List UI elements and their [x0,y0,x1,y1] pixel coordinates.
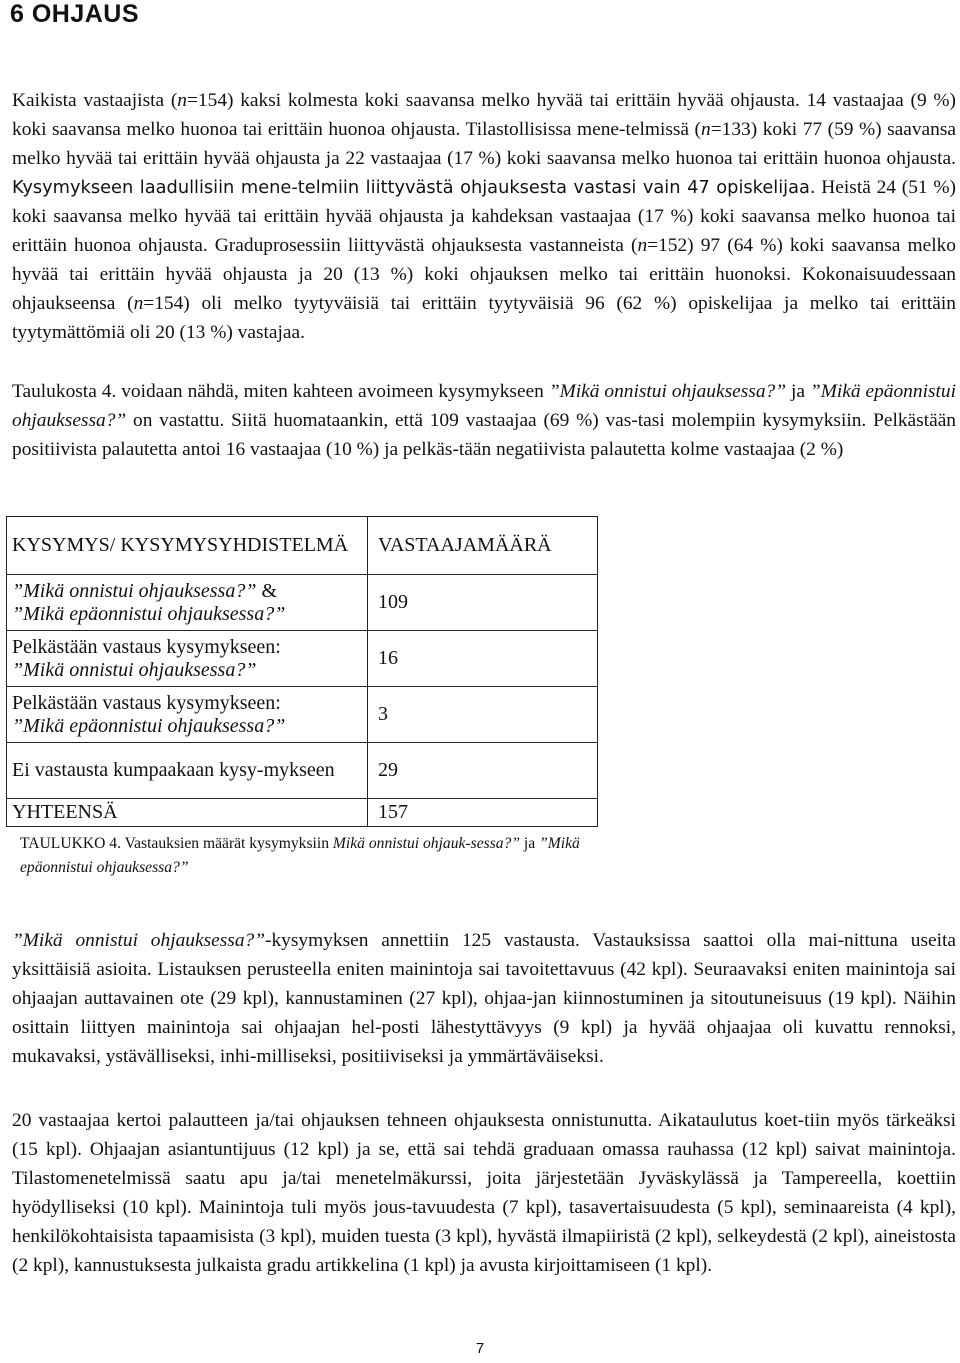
table-total-row: YHTEENSÄ 157 [7,799,598,827]
row-value: 16 [368,631,598,687]
table-row: Pelkästään vastaus kysymykseen: ”Mikä epäonnistui ohjauksessa?” 3 [7,687,598,743]
table-row: ”Mikä onnistui ohjauksessa?” & ”Mikä epäonnistui ohjauksessa?” 109 [7,575,598,631]
table-intro-paragraph: Taulukosta 4. voidaan nähdä, miten kahteen avoimeen kysymykseen ”Mikä onnistui ohjauksessa?” ja ”Mikä epäonnistui ohjauksessa?” on vastattu. Siitä huomataankin, että 109 vastaajaa (69 %) vas-tasi molempiin kysymyksiin. Pelkästään positiivista palautetta antoi 16 vastaajaa (10 %) ja pelkäs-tään negatiivista palautetta kolme vastaajaa (2 %) [12,381,956,460]
row-value: 29 [368,743,598,799]
row-value: 109 [368,575,598,631]
header-question: KYSYMYS/ KYSYMYSYHDISTELMÄ [7,517,368,575]
page-heading: 6 OHJAUS [10,0,140,28]
sans-sentence: Kysymykseen laadullisiin mene-telmiin liittyvästä ohjauksesta vastasi vain 47 opiskelijaa. [12,177,816,198]
page-number: 7 [475,1340,485,1357]
row-value: 157 [368,799,598,827]
responses-table [6,516,598,827]
row-value: 3 [368,687,598,743]
intro-paragraph: Kaikista vastaajista (n=154) kaksi kolmesta koki saavansa melko hyvää tai erittäin hyvää ohjausta. 14 vastaajaa (9 %) koki saavansa melko huonoa tai erittäin huonoa ohjausta. Tilastollisissa mene-telmissä (n=133) koki 77 (59 %) saavansa melko hyvää tai erittäin hyvää ohjausta ja 22 vastaajaa (17 %) koki saavansa melko huonoa tai erittäin huonoa ohjausta. Kysymykseen laadullisiin mene-telmiin liittyvästä ohjauksesta vastasi vain 47 opiskelijaa. Heistä 24 (51 %) koki saavansa melko hyvää tai erittäin hyvää ohjausta ja kahdeksan vastaajaa (17 %) koki saavansa melko huonoa tai erittäin huonoa ohjausta. Graduprosessiin liittyvästä ohjauksesta vastanneista (n=152) 97 (64 %) koki saavansa melko hyvää tai erittäin hyvää ohjausta ja 20 (13 %) koki ohjauksen melko tai erittäin huonoksi. Kokonaisuudessaan ohjaukseensa (n=154) oli melko tyytyväisiä tai erittäin tyytyväisiä 96 (62 %) opiskelijaa ja melko tai erittäin tyytymättömiä oli 20 (13 %) vastajaa. [12,90,957,343]
positive-feedback-paragraph: ”Mikä onnistui ohjauksessa?”-kysymyksen annettiin 125 vastausta. Vastauksissa saattoi olla mai-nittuna useita yksittäisiä asioita. Listauksen perusteella eniten mainintoja sai tavoitettavuus (42 kpl). Seuraavaksi eniten mainintoja sai ohjaajan auttavainen ote (29 kpl), kannustaminen (27 kpl), ohjaa-jan kiinnostuminen ja sitoutuneisuus (19 kpl). Näihin osittain liittyen mainintoja sai ohjaajan hel-posti lähestyttävyys (9 kpl) ja hyvää ohjaajaa oli kuvattu rennoksi, mukavaksi, ystävälliseksi, inhi-milliseksi, positiiviseksi ja ymmärtäväiseksi. [12,930,956,1067]
table-header-row [7,517,598,575]
header-count: VASTAAJAMÄÄRÄ [368,517,598,575]
table-caption: TAULUKKO 4. Vastauksien määrät kysymyksiin Mikä onnistui ohjauk-sessa?” ja ”Mikä epäonnistui ohjauksessa?” [20,835,580,876]
table-row: Pelkästään vastaus kysymykseen: ”Mikä onnistui ohjauksessa?” 16 [7,631,598,687]
table-row: Ei vastausta kumpaakaan kysy-mykseen 29 [7,743,598,799]
closing-paragraph: 20 vastaajaa kertoi palautteen ja/tai ohjauksen tehneen ohjauksesta onnistunutta. Aikataulutus koet-tiin myös tärkeäksi (15 kpl). Ohjaajan asiantuntijuus (12 kpl) ja se, että sai tehdä graduaan omassa rauhassa (12 kpl) saivat mainintoja. Tilastomenetelmissä saatu apu ja/tai menetelmäkurssi, joita järjestetään Jyväskylässä ja Tampereella, koettiin hyödylliseksi (10 kpl). Mainintoja tuli myös jous-tavuudesta (7 kpl), tasavertaisuudesta (5 kpl), seminaareista (4 kpl), henkilökohtaisista tapaamisista (3 kpl), muiden tuesta (3 kpl), hyvästä ilmapiiristä (2 kpl), selkeydestä (2 kpl), aineistosta (2 kpl), kannustuksesta julkaista gradu artikkelina (1 kpl) ja avusta kirjoittamiseen (1 kpl). [12,1110,956,1276]
